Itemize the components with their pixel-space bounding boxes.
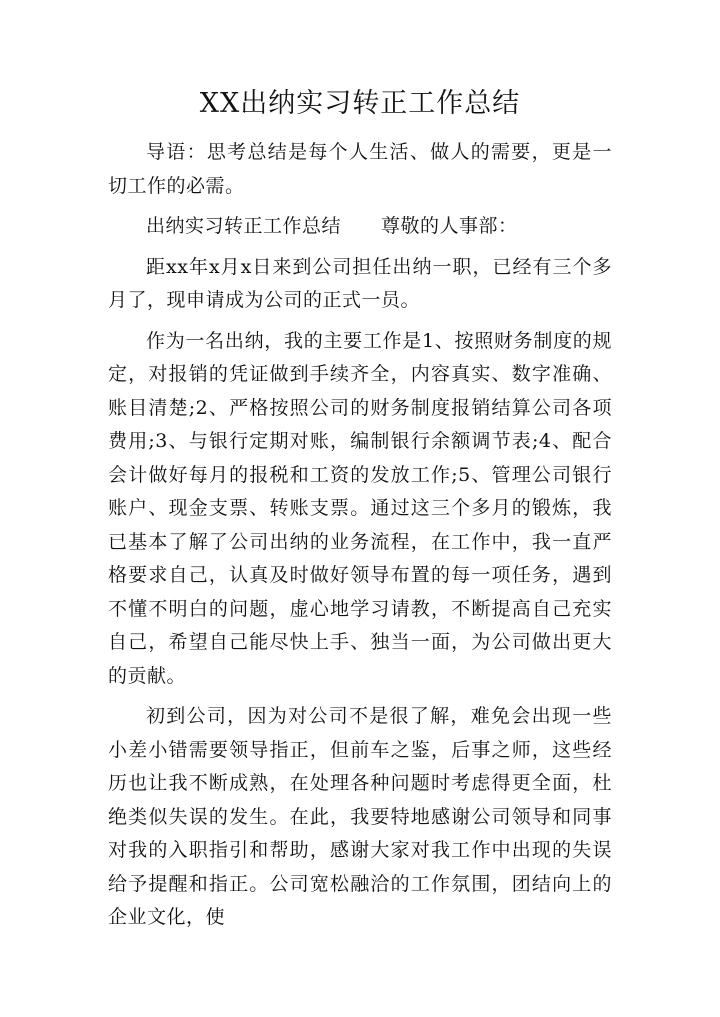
- document-page: [108, 84, 612, 942]
- heading-line: [108, 210, 612, 244]
- intro-paragraph: 导语：思考总结是每个人生活、做人的需要，更是一切工作的必需。: [108, 141, 612, 197]
- heading-line-title: 出纳实习转正工作总结: [146, 215, 342, 237]
- body-paragraph-2: 作为一名出纳，我的主要工作是1、按照财务制度的规定，对报销的凭证做到手续齐全，内容真实、数字准确、账目清楚;2、严格按照公司的财务制度报销结算公司各项费用;3、与银行定期对账，编制银行余额调节表;4、配合会计做好每月的报税和工资的发放工作;5、管理公司银行账户、现金支票、转账支票。通过这三个多月的锻炼，我已基本了解了公司出纳的业务流程，在工作中，我一直严格要求自己，认真及时做好领导布置的每一项任务，遇到不懂不明白的问题，虚心地学习请教，不断提高自己充实自己，希望自己能尽快上手、独当一面，为公司做出更大的贡献。: [108, 329, 612, 687]
- body-paragraph-1: 距xx年x月x日来到公司担任出纳一职，已经有三个多月了，现申请成为公司的正式一员。: [108, 255, 612, 311]
- document-title: XX出纳实习转正工作总结: [199, 88, 521, 119]
- body-paragraph-3: 初到公司，因为对公司不是很了解，难免会出现一些小差小错需要领导指正，但前车之鉴，后事之师，这些经历也让我不断成熟，在处理各种问题时考虑得更全面，杜绝类似失误的发生。在此，我要特地感谢公司领导和同事对我的入职指引和帮助，感谢大家对我工作中出现的失误给予提醒和指正。公司宽松融洽的工作氛围，团结向上的企业文化，使: [108, 705, 612, 928]
- salutation: 尊敬的人事部：: [381, 215, 518, 237]
